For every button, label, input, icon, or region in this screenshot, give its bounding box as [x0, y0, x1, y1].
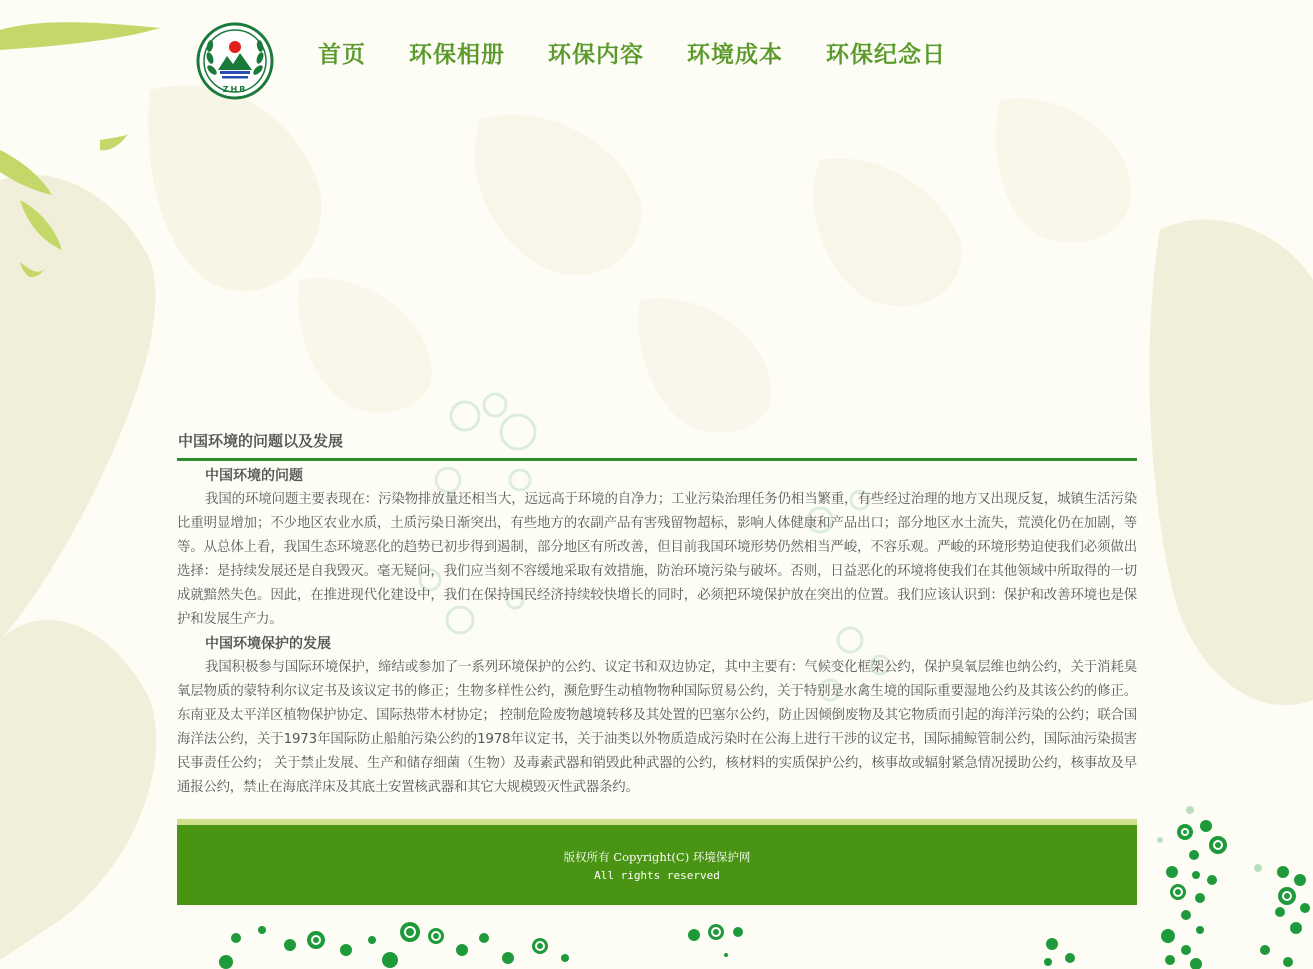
section-heading-development: 中国环境保护的发展: [205, 636, 331, 652]
article-title: 中国环境的问题以及发展: [177, 424, 1137, 461]
footer-copyright: 版权所有 Copyright(C) 环境保护网: [563, 850, 751, 864]
environmental-protection-emblem-icon[interactable]: [196, 22, 274, 100]
main-content: [177, 424, 1137, 800]
article-body: [177, 461, 1137, 800]
nav-item-home[interactable]: 首页: [318, 41, 366, 68]
site-footer: [177, 819, 1137, 905]
section-paragraph-problems: 我国的环境问题主要表现在：污染物排放量还相当大，远远高于环境的自净力；工业污染治理任务仍相当繁重，有些经过治理的地方又出现反复，城镇生活污染比重明显增加；不少地区农业水质，土质污染日渐突出，有些地方的农副产品有害残留物超标，影响人体健康和产品出口；部分地区水土流失，荒漠化仍在加剧，等等。从总体上看，我国生态环境恶化的趋势已初步得到遏制，部分地区有所改善，但目前我国环境形势仍然相当严峻，不容乐观。严峻的环境形势迫使我们必须做出选择：是持续发展还是自我毁灭。毫无疑问，我们应当刻不容缓地采取有效措施，防治环境污染与破坏。否则，日益恶化的环境将使我们在其他领域中所取得的一切成就黯然失色。因此，在推进现代化建设中，我们在保持国民经济持续较快增长的同时，必须把环境保护放在突出的位置。我们应该认识到：保护和改善环境也是保护和发展生产力。: [177, 492, 1137, 627]
section-paragraph-development: 我国积极参与国际环境保护，缔结或参加了一系列环境保护的公约、议定书和双边协定，其中主要有：气候变化框架公约，保护臭氧层维也纳公约，关于消耗臭氧层物质的蒙特利尔议定书及该议定书的修正；生物多样性公约，濒危野生动植物物种国际贸易公约，关于特别是水禽生境的国际重要湿地公约及其该公约的修正。东南亚及太平洋区植物保护协定、国际热带木材协定； 控制危险废物越境转移及其处置的巴塞尔公约，防止因倾倒废物及其它物质而引起的海洋污染的公约；联合国海洋法公约，关于1973年国际防止船舶污染公约的1978年议定书，关于油类以外物质造成污染时在公海上进行干涉的议定书，国际捕鲸管制公约，国际油污染损害民事责任公约； 关于禁止发展、生产和储存细菌（生物）及毒素武器和销毁此种武器的公约，核材料的实质保护公约，核事故或辐射紧急情况援助公约，核事故及早通报公约，禁止在海底洋床及其底土安置核武器和其它大规模毁灭性武器条约。: [177, 660, 1137, 795]
site-header: [0, 0, 1313, 110]
nav-item-environment-cost[interactable]: 环境成本: [687, 41, 783, 68]
nav-item-eco-content[interactable]: 环保内容: [548, 41, 644, 68]
main-nav: [318, 38, 989, 72]
logo-text: ZHB: [222, 85, 248, 94]
footer-rights: All rights reserved: [594, 869, 720, 882]
nav-item-eco-days[interactable]: 环保纪念日: [826, 41, 946, 68]
nav-item-photo-album[interactable]: 环保相册: [409, 41, 505, 68]
section-heading-problems: 中国环境的问题: [205, 468, 303, 484]
